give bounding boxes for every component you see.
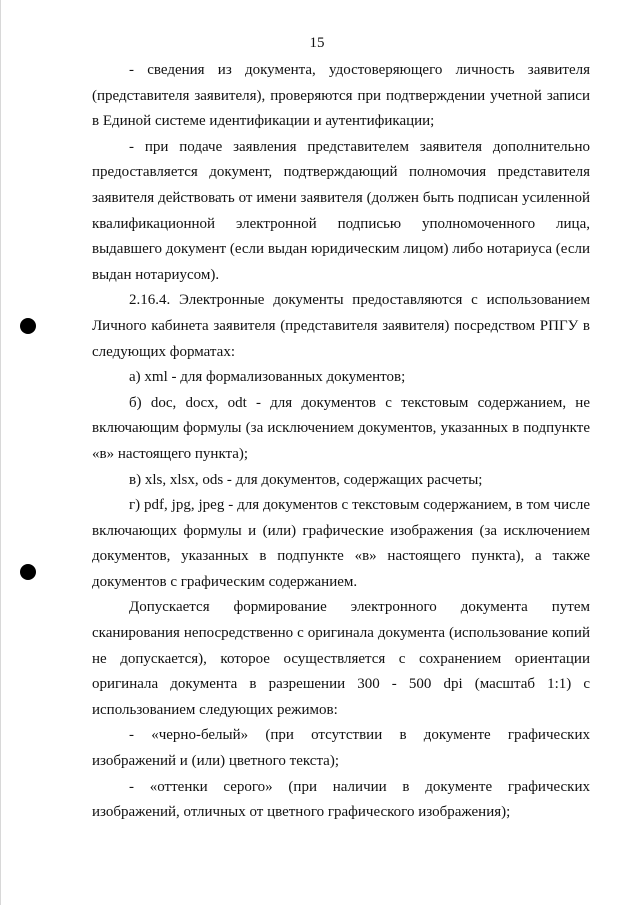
list-item: - «черно-белый» (при отсутствии в документе графических изображений и (или) цветного текста); [92,727,590,770]
paragraph: - сведения из документа, удостоверяющего личность заявителя (представителя заявителя), проверяются при подтверждении учетной записи в Единой системе идентификации и аутентификации; [92,62,590,130]
document-body [92,58,590,826]
list-item: б) doc, docx, odt - для документов с текстовым содержанием, не включающим формулы (за исключением документов, указанных в подпункте «в» настоящего пункта); [92,394,590,462]
page-edge-line [0,0,1,905]
list-item: - «оттенки серого» (при наличии в документе графических изображений, отличных от цветного графического изображения); [92,778,590,821]
paragraph: - при подаче заявления представителем заявителя дополнительно предоставляется документ, подтверждающий полномочия представителя заявителя действовать от имени заявителя (должен быть подписан усиленной квалификационной электронной подписью уполномоченного лица, выдавшего документ (если выдан юридическим лицом) либо нотариуса (если выдан нотариусом). [92,138,590,283]
punch-hole-icon [20,318,36,334]
punch-hole-icon [20,564,36,580]
paragraph: 2.16.4. Электронные документы предоставляются с использованием Личного кабинета заявителя (представителя заявителя) посредством РПГУ в следующих форматах: [92,292,590,360]
list-item: а) xml - для формализованных документов; [129,369,406,386]
list-item: в) xls, xlsx, ods - для документов, содержащих расчеты; [129,471,483,488]
page-number: 15 [309,35,325,51]
paragraph: Допускается формирование электронного документа путем сканирования непосредственно с оригинала документа (использование копий не допускается), которое осуществляется с сохранением ориентации оригинала документа в разрешении 300 - 500 dpi (масштаб 1:1) с использованием следующих режимов: [92,599,590,718]
list-item: г) pdf, jpg, jpeg - для документов с текстовым содержанием, в том числе включающих формулы и (или) графические изображения (за исключением документов, указанных в подпункте «в» настоящего пункта), а также документов с графическим содержанием. [92,497,590,590]
